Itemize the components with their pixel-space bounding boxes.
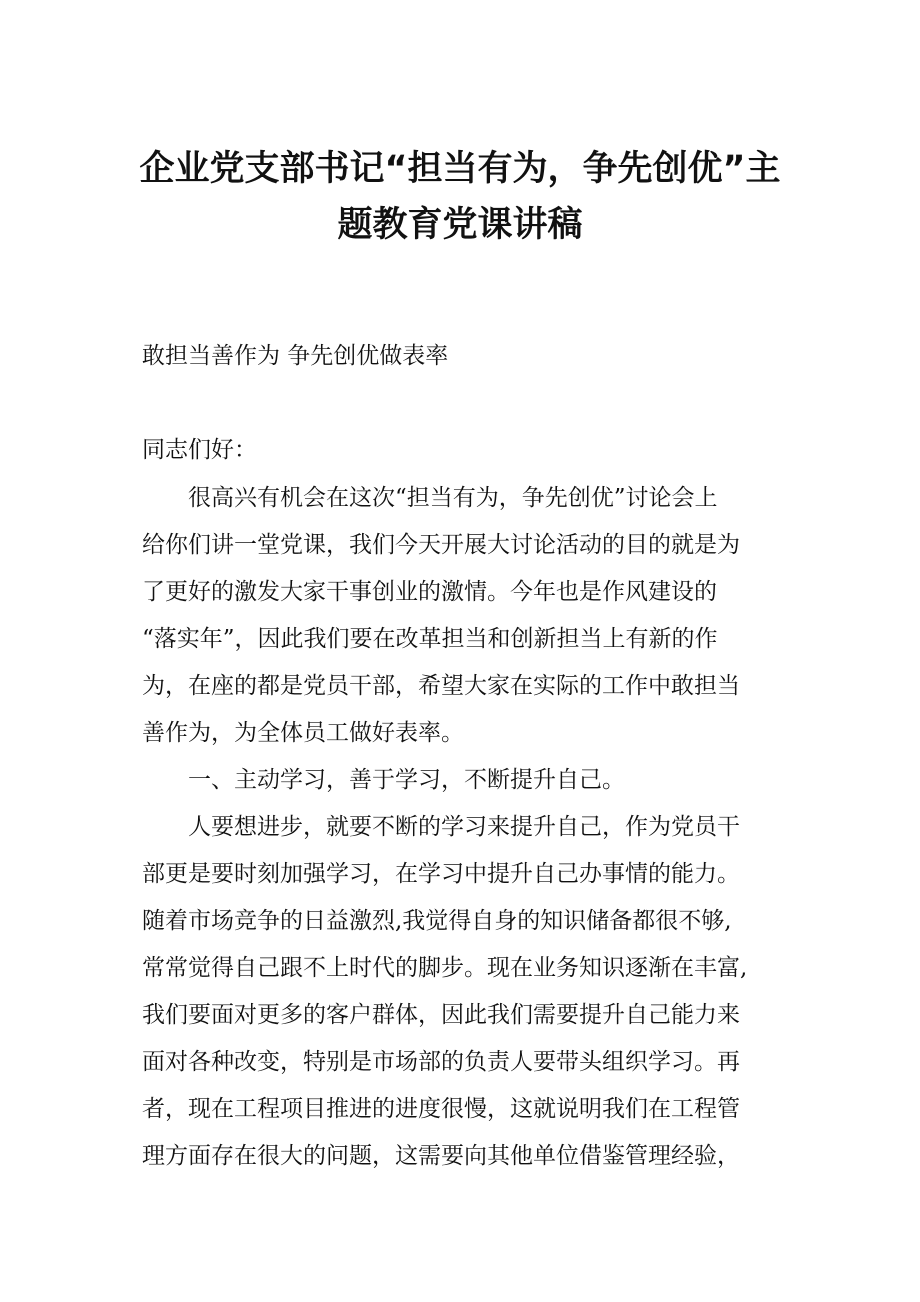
document-title-line-2: 题教育党课讲稿 xyxy=(337,205,583,245)
body-line: 随着市场竞争的日益激烈,我觉得自身的知识储备都很不够, xyxy=(142,908,732,934)
body-line: 人要想进步，就要不断的学习来提升自己，作为党员干 xyxy=(188,814,740,840)
body-line: “落实年”，因此我们要在改革担当和创新担当上有新的作 xyxy=(142,626,718,652)
body-line: 很高兴有机会在这次“担当有为，争先创优”讨论会上 xyxy=(188,485,718,511)
document-title-line-1: 企业党支部书记“担当有为，争先创优”主 xyxy=(139,149,781,189)
body-line: 者，现在工程项目推进的进度很慢，这就说明我们在工程管 xyxy=(142,1096,740,1122)
body-line: 常常觉得自己跟不上时代的脚步。现在业务知识逐渐在丰富, xyxy=(142,955,748,981)
body-line: 面对各种改变，特别是市场部的负责人要带头组织学习。再 xyxy=(142,1049,740,1075)
body-line: 我们要面对更多的客户群体，因此我们需要提升自己能力来 xyxy=(142,1002,740,1028)
body-line: 部更是要时刻加强学习，在学习中提升自己办事情的能力。 xyxy=(142,861,740,887)
salutation: 同志们好： xyxy=(142,437,257,463)
body-line: 给你们讲一堂党课，我们今天开展大讨论活动的目的就是为 xyxy=(142,532,740,558)
section-heading: 一、主动学习，善于学习，不断提升自己。 xyxy=(188,767,625,793)
body-line: 为，在座的都是党员干部，希望大家在实际的工作中敢担当 xyxy=(142,673,740,699)
body-line: 善作为，为全体员工做好表率。 xyxy=(142,720,464,746)
document-subtitle: 敢担当善作为 争先创优做表率 xyxy=(142,343,449,369)
body-line: 理方面存在很大的问题，这需要向其他单位借鉴管理经验， xyxy=(142,1143,740,1169)
body-line: 了更好的激发大家干事创业的激情。今年也是作风建设的 xyxy=(142,579,717,605)
